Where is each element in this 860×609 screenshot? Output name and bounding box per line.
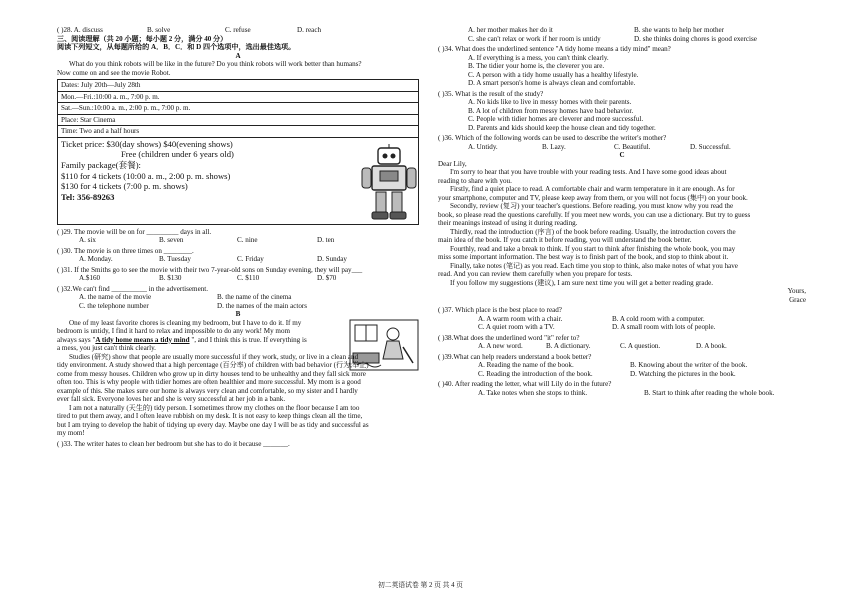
b-p3-line4: my mom! [57,429,85,437]
q31-c: C. $110 [237,274,260,282]
ad-telephone: Tel: 356-89263 [61,192,115,203]
q31-d: D. $70 [317,274,337,282]
c-p4-line2: main idea of the book. If you catch it before reading, you will understand the book better. [438,236,692,244]
c-p7: If you follow my suggestions (建议), I am sure next time you will get a better reading grade. [450,278,713,287]
q34-b: B. The tidier your home is, the cleverer you are. [468,62,605,70]
q37-b: B. A cold room with a computer. [612,314,705,323]
section-heading: 三、阅读理解（共 20 小题；每小题 2 分，满分 40 分） [57,34,228,43]
q37-options-2 [438,323,806,332]
c-p6-line1: Finally, take notes (笔记) as you read. Each time you stop to think, also make notes of what you have [450,261,738,270]
q36-d: D. Successful. [690,142,731,151]
q30-options [57,255,419,264]
ad-ticket-block [58,138,418,224]
q28-b: B. solve [147,26,171,34]
ad-package-evening: $130 for 4 tickets (7:00 p. m. shows) [61,181,188,192]
ad-ticket-price: Ticket price: $30(day shows) $40(evening shows) [61,138,233,149]
q34-d: D. A smart person's home is always clean and comfortable. [468,79,636,87]
q32-b: B. the name of the cinema [217,293,292,301]
left-column [57,26,419,448]
q36-c: C. Beautiful. [614,142,651,151]
q38-c: C. A question. [620,342,661,350]
q38-b: B. A dictionary. [546,342,591,350]
c-p2-line2: your smartphone, computer and TV, please keep away from them, or you will not focus (集中) on your book. [438,193,748,202]
robot-illustration [358,144,420,222]
c-p1-line1: I'm sorry to hear that you have trouble with your reading tests. And I have some good ideas about [450,168,727,176]
b-p2-line3: come from messy houses. Children who grow up in dirty houses tend to be unhealthy and they fall sick more [57,369,366,378]
q34-c: C. A person with a tidy home usually has a healthy lifestyle. [468,70,639,79]
b-p1-line1: One of my least favorite chores is cleaning my bedroom, but I have to do it. If my [69,318,302,327]
q29-b: B. seven [159,236,184,244]
c-p6-line2: read. And you can review them carefully when you prepare for tests. [438,270,633,278]
c-greeting: Dear Lily, [438,159,467,168]
question-33: ( )33. The writer hates to clean her bedroom but she has to do it because _______. [57,439,290,448]
q30-c: C. Friday [237,255,264,263]
q39-options-2 [438,370,806,379]
q31-options [57,274,419,283]
q38-options [438,342,806,351]
b-p3-line1: I am not a naturally (天生的) tidy person. I sometimes throw my clothes on the floor because I am too [69,403,360,412]
question-32: ( )32.We can't find __________ in the advertisement. [57,284,209,293]
q28-a: ( )28. A. discuss [57,26,103,34]
b-p3-line2: tired to put them away, and I often leave rubbish on my desk. It is not easy to keep things clean all the time, [57,412,363,420]
b-p1-pre: always says " [57,335,96,344]
q37-d: D. A small room with lots of people. [612,323,716,331]
c-closing: Yours, [787,287,806,295]
q38-d: D. A book. [696,342,727,350]
ad-package-day: $110 for 4 tickets (10:00 a. m., 2:00 p. m. shows) [61,170,231,181]
passage-a-letter: A [235,51,241,60]
q35-d: D. Parents and kids should keep the house clean and tidy together. [468,123,656,132]
q30-d: D. Sunday [317,255,347,263]
q33-a: A. her mother makes her do it [468,26,553,34]
c-p3-line2: book, so please read the questions carefully. If you meet new words, you can use a dictionary. But try to guess [438,210,751,219]
section-instruction: 阅读下列短文，从每题所给的 A．B．C．和 D 四个选项中，选出最佳选项。 [57,43,296,51]
q35-b: B. A lot of children from messy homes have bad behavior. [468,106,634,115]
ad-ticket-free: Free (children under 6 years old) [121,149,234,160]
ad-dates: Dates: July 20th—July 28th [58,80,418,92]
q31-a: A.$160 [79,274,101,282]
b-p1-post: ", and I think this is true. If everything is [189,335,307,344]
passage-b-letter: B [235,310,241,318]
q40-a: A. Take notes when she stops to think. [478,388,588,397]
ad-family-package: Family package(套餐): [61,159,141,170]
q33-options [438,26,806,35]
page-footer: 初二英语试卷 第 2 页 共 4 页 [378,582,463,589]
q35-c: C. People with tidier homes are cleverer and more successful. [468,115,644,123]
q33-b: B. she wants to help her mother [634,26,725,34]
q32-d: D. the names of the main actors [217,301,308,310]
q29-d: D. ten [317,236,335,244]
q29-a: A. six [79,236,96,244]
b-p2-line5: example of this. She makes sure our home is always very clean and comfortable, so my sister and I hardly [57,386,358,395]
ad-time: Time: Two and a half hours [58,126,418,138]
q36-b: B. Lazy. [542,142,566,151]
passage-c-letter: C [619,151,625,159]
q34-a: A. If everything is a mess, you can't think clearly. [468,53,609,62]
q33-c: C. she can't relax or work if her room is untidy [468,34,601,43]
q30-b: B. Tuesday [159,255,191,263]
c-p5-line2: miss some important information. The best way is to finish part of the book, and stop to think about it. [438,253,729,261]
b-p2-line6: ever fall sick. Everyone loves her and she is very successful at her job in a bank. [57,395,286,403]
question-35: ( )35. What is the result of the study? [438,89,544,98]
q29-options [57,236,419,245]
question-37: ( )37. Which place is the best place to read? [438,306,562,314]
passage-a-intro-2: Now come on and see the movie Robot. [57,68,171,77]
q29-c: C. nine [237,236,258,244]
q35-a: A. No kids like to live in messy homes with their parents. [468,98,632,106]
q37-a: A. A warm room with a chair. [478,314,563,323]
question-28 [57,26,419,35]
q36-options [438,143,806,152]
q39-d: D. Watching the pictures in the book. [630,369,736,378]
b-p1-line2: bedroom is untidy, I find it hard to relax and impossible to do any work! My mom [57,327,291,335]
c-p3-line1: Secondly, review (复习) your teacher's questions. Before reading, you must know why you read the [450,202,734,210]
q32-c: C. the telephone number [79,301,149,310]
question-40: ( )40. After reading the letter, what will Lily do in the future? [438,380,612,388]
c-p4-line1: Thirdly, read the introduction (序言) of the book before reading. Usually, the introduction covers the [450,227,736,236]
ad-satsun: Sat.—Sun.:10:00 a. m., 2:00 p. m., 7:00 p. m. [58,103,418,115]
right-column [438,26,806,397]
q39-a: A. Reading the name of the book. [478,361,574,369]
movie-ad-box [57,79,419,225]
q32-a: A. the name of the movie [79,293,152,301]
q28-c: C. refuse [225,26,251,34]
b-p2-line4: often too. This is why people with tidier homes are often healthier and more successful. My mom is a good [57,378,361,386]
q33-d: D. she thinks doing chores is good exercise [634,34,757,43]
question-29: ( )29. The movie will be on for _________ days in all. [57,227,212,236]
b-p1-line4: a mess, you just can't think clearly. [57,344,156,352]
q30-a: A. Monday. [79,255,113,263]
q28-d: D. reach [297,26,322,34]
q33-options-2 [438,35,806,44]
q32-options [57,293,419,302]
q40-b: B. Start to think after reading the whole book. [644,388,775,397]
c-signature: Grace [789,295,806,304]
passage-b-body [57,319,419,438]
b-p3-line3: but I am trying to develop the habit of tidying up every day. Maybe one day I will be as tidy and successful as [57,420,369,429]
q39-b: B. Knowing about the writer of the book. [630,361,748,369]
c-p1-line2: reading to share with you. [438,176,512,185]
c-p5-line1: Fourthly, read and take a break to think. If you start to think after finishing the whole book, you may [450,244,736,253]
q37-options [438,315,806,324]
q40-options [438,389,806,398]
c-p2-line1: Firstly, find a quiet place to read. A comfortable chair and warm temperature in it are enough. As for [450,185,735,193]
q36-a: A. Untidy. [468,142,498,151]
ad-monfri: Mon.—Fri.:10:00 a. m., 7:00 p. m. [58,92,418,104]
b-p2-line1: Studies (研究) show that people are usually more successful if they work, study, or live in a clean and [69,352,359,361]
question-39: ( )39.What can help readers understand a book better? [438,352,592,361]
underlined-sentence: A tidy home means a tidy mind [95,335,190,344]
question-31: ( )31. If the Smiths go to see the movie with their two 7-year-old sons on Sunday evening, they will pay___ [57,265,363,274]
q39-c: C. Reading the introduction of the book. [478,369,593,378]
q39-options [438,361,806,370]
question-34: ( )34. What does the underlined sentence "A tidy home means a tidy mind" mean? [438,45,671,53]
c-p3-line3: their meanings instead of using it during reading. [438,219,578,227]
question-30: ( )30. The movie is on three times on ________. [57,246,194,255]
b-p2-line2: tidy environment. A study showed that a high percentage (百分率) of children with bad behavior (行为;举止) [57,361,369,369]
ad-place: Place: Star Cinema [58,115,418,127]
q38-a: A. A new word. [478,342,523,350]
question-36: ( )36. Which of the following words can be used to describe the writer's mother? [438,134,667,142]
q31-b: B. $130 [159,274,182,282]
question-38: ( )38.What does the underlined word "it" refer to? [438,333,580,342]
q32-options-2 [57,302,419,311]
passage-a-intro: What do you think robots will be like in the future? Do you think robots will work better than humans? [69,60,362,68]
q37-c: C. A quiet room with a TV. [478,323,555,331]
